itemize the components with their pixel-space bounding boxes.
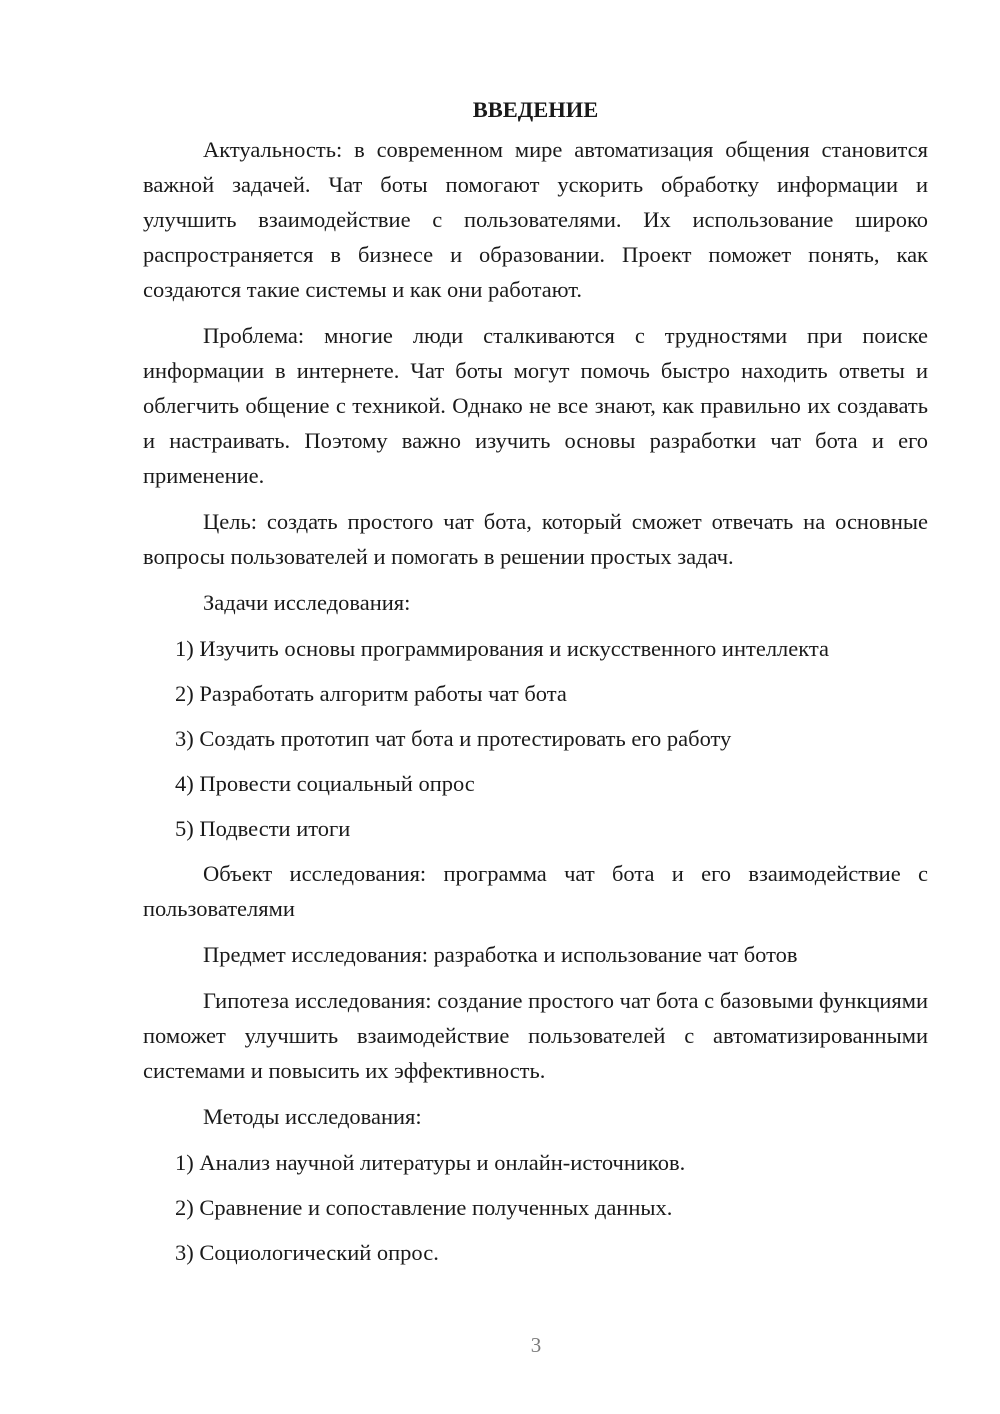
tasks-list [143,631,928,846]
relevance-paragraph: Актуальность: в современном мире автоматизация общения становится важной задачей. Чат боты помогают ускорить обработку информации и улучшить взаимодействие с пользователями. Их использование широко распространяется в бизнесе и образовании. Проект поможет понять, как создаются такие системы и как они работают. [143,137,928,302]
task-item: 2) Разработать алгоритм работы чат бота [175,681,567,706]
method-item: 2) Сравнение и сопоставление полученных данных. [175,1195,673,1220]
hypothesis-paragraph: Гипотеза исследования: создание простого чат бота с базовыми функциями поможет улучшить взаимодействие пользователей с автоматизированными системами и повысить их эффективность. [143,988,928,1083]
task-item: 1) Изучить основы программирования и искусственного интеллекта [175,636,829,661]
methods-heading: Методы исследования: [203,1104,422,1129]
object-paragraph: Объект исследования: программа чат бота и его взаимодействие с пользователями [143,861,928,921]
page-content [143,92,928,1280]
problem-paragraph: Проблема: многие люди сталкиваются с трудностями при поиске информации в интернете. Чат боты могут помочь быстро находить ответы и облегчить общение с техникой. Однако не все знают, как правильно их создавать и настраивать. Поэтому важно изучить основы разработки чат бота и его применение. [143,323,928,488]
methods-list [143,1145,928,1270]
goal-paragraph: Цель: создать простого чат бота, который сможет отвечать на основные вопросы пользователей и помогать в решении простых задач. [143,509,928,569]
tasks-heading: Задачи исследования: [203,590,411,615]
page-title: ВВЕДЕНИЕ [472,97,599,122]
method-item: 1) Анализ научной литературы и онлайн-источников. [175,1150,686,1175]
task-item: 4) Провести социальный опрос [175,771,475,796]
page-number: 3 [530,1333,542,1357]
subject-line: Предмет исследования: разработка и использование чат ботов [203,942,798,967]
method-item: 3) Социологический опрос. [175,1240,439,1265]
task-item: 5) Подвести итоги [175,816,351,841]
task-item: 3) Создать прототип чат бота и протестировать его работу [175,726,732,751]
